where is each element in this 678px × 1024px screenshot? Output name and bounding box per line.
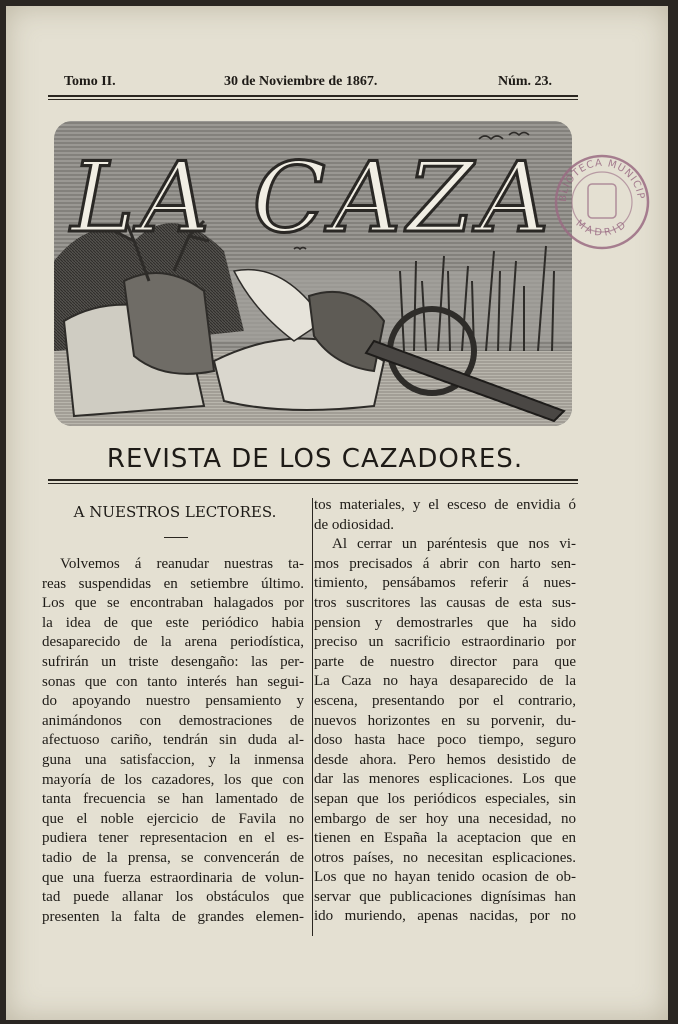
text-line: mos precisados á abrir con harto sen- [314,555,576,572]
text-line: tanta frecuencia se han lamentado de [42,791,304,808]
crest-icon [588,184,616,218]
text-line: embargo de ser hoy una necesidad, no [314,810,576,827]
text-line: ido muriendo, apenas nacidas, por no [314,908,576,925]
text-line: presenten la falta de grandes elemen- [42,908,304,925]
text-line: do apoyando nuestro pensamiento y [42,693,304,710]
banner-title [69,142,555,254]
text-line: escena, presentando por el contrario, [314,692,576,709]
text-line: que el noble ejercicio de Favila no [42,810,304,827]
text-line: Volvemos á reanudar nuestras ta- [60,556,304,572]
article-title: A NUESTROS LECTORES. [73,503,277,521]
text-line: pudiera tener representacion en el es- [42,830,304,847]
title-engraving [54,121,572,426]
left-column [42,555,304,927]
text-line: sonas que con tanto interés han segui- [42,673,304,690]
text-line: Al cerrar un paréntesis que nos vi- [332,536,576,553]
svg-text:MADRID [574,218,631,239]
text-line: tadio de la prensa, se convencerán de [42,849,304,866]
text-line: la idea de que este periódico habia [42,614,304,631]
issue-number: Núm. 23. [498,74,553,89]
text-line: otros países, no necesitan esplicaciones. [314,849,576,866]
text-line: mayoría de los cazadores, los que con [42,771,304,788]
title-rule [164,537,188,538]
column-divider [312,498,313,936]
text-line: reas suspendidas en setiembre último. [42,575,304,592]
text-line: dar las menores esplicaciones. Los que [314,771,576,788]
text-line: tad puede allanar los obstáculos que [42,889,304,906]
text-line: nuevos horizontes en su porvenir, du- [314,712,576,729]
text-line: tros suscritores las causas de esta sus- [314,594,576,611]
masthead-rule-bottom [48,99,578,100]
volume-label: Tomo II. [64,74,116,89]
text-line: afectuoso cariño, tendrán sin duda al- [42,732,304,749]
text-line: guna una satisfaccion, y la inmensa [42,751,304,768]
text-line: servar que publicaciones dignísimas han [314,888,576,905]
text-line: tos materiales, y el esceso de envidia ó [314,497,576,513]
stamp-bottom-text: MADRID [573,218,631,239]
subtitle-rule-bottom [48,483,578,484]
hunting-scene-illustration [54,121,572,426]
masthead-rule-top [48,95,578,97]
subtitle-rule-top [48,479,578,481]
text-line: de odiosidad. [314,516,394,533]
issue-date: 30 de Noviembre de 1867. [224,74,378,89]
text-line: preciso un sacrificio estraordinario por [314,634,576,651]
text-line: La Caza no haya desaparecido de la [314,673,576,690]
masthead [48,74,576,92]
newspaper-page [6,6,668,1020]
text-line: Los que se encontraban halagados por [42,595,304,612]
text-line: timiento, pensábamos referir á nues- [314,575,576,592]
text-line: desde ahora. Pero hemos desistido de [314,751,576,768]
text-line: sepan que los periódicos especiales, sin [314,790,576,807]
stamp-top-text: BLIOTECA MUNICIP [557,157,646,203]
text-line: que una fuerza estraordinaria de volun- [42,869,304,886]
svg-text:BIBLIOTECA MUNICIPAL [554,126,646,202]
right-column [314,496,576,927]
text-line: parte de nuestro director para que [314,653,576,670]
banner-title-text: LA CAZA [70,142,556,254]
text-line: desaparecido de la arena periodística, [42,634,304,651]
text-line: pension y demostrarles que ha sido [314,614,576,631]
text-line: doso hasta hace poco tiempo, seguro [314,732,576,749]
library-stamp [554,126,650,274]
text-line: animándonos con demostraciones de [42,712,304,729]
deer-head [124,273,214,374]
text-line: Los que no hayan tenido ocasion de ob- [314,869,576,886]
subtitle: REVISTA DE LOS CAZADORES. [106,444,524,474]
text-line: sufrirán un triste desengaño: las per- [42,653,304,670]
text-line: tienen en España la aceptacion que en [314,830,576,847]
